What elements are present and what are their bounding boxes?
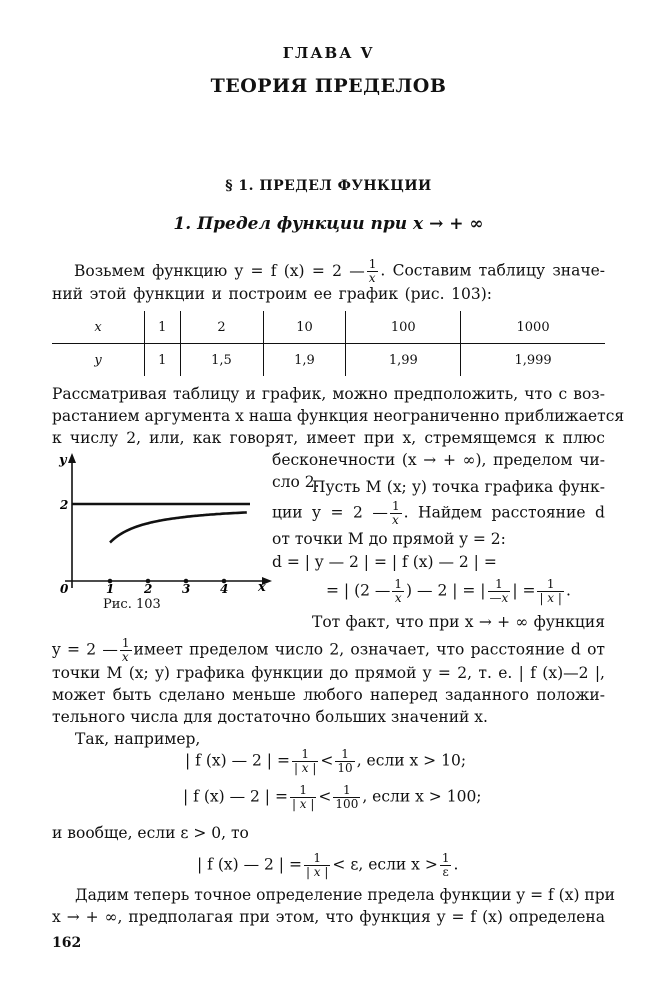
x-tick-label: 4 — [220, 582, 229, 596]
table-cell: 10 — [263, 311, 346, 344]
para1-line-4: бесконечности (x → + ∞), пределом чи- — [272, 451, 605, 469]
example-formula-3: | f (x) — 2 | = $\frac{1}{| x |}$ < ε, если x > $\frac{1}{\varepsilon}$ . — [197, 851, 459, 879]
y-tick-label: 2 — [60, 498, 69, 512]
fraction: $\frac{1}{x}$ — [394, 577, 403, 605]
table-cell: 100 — [346, 311, 461, 344]
para1-line-3: к числу 2, или, как говорят, имеет при x, стремящемся к плюс — [52, 429, 605, 447]
para1-line-2: растанием аргумента x наша функция неограниченно приближается — [52, 407, 625, 425]
page-number: 162 — [52, 935, 82, 951]
table-cell: 1000 — [461, 311, 605, 344]
fraction: $\frac{1}{—x}$ — [489, 577, 509, 605]
subsection-title: 1. Предел функции при x → + ∞ — [173, 214, 484, 234]
chapter-title: ТЕОРИЯ ПРЕДЕЛОВ — [210, 75, 447, 97]
para1-line-1: Рассматривая таблицу и график, можно предположить, что с воз- — [52, 385, 605, 403]
values-table — [52, 311, 605, 376]
example-intro: Так, например, — [75, 730, 201, 748]
table-cell: 1,999 — [461, 344, 605, 377]
section-title: § 1. ПРЕДЕЛ ФУНКЦИИ — [225, 178, 432, 194]
fraction: $\frac{1}{x}$ — [121, 636, 130, 664]
function-curve — [110, 512, 247, 542]
y-axis-label: y — [59, 453, 67, 468]
x-tick-label: 1 — [106, 582, 115, 596]
side-line-5: = | (2 — $\frac{1}{x}$ ) — 2 | = | $\frac{1}{—x}$ | = $\frac{1}{| x |}$ . — [326, 577, 571, 605]
side-line-3: от точки M до прямой y = 2: — [272, 530, 506, 548]
example-formula-1: | f (x) — 2 | = $\frac{1}{| x |}$ < $\frac{1}{10}$ , если x > 10; — [185, 747, 467, 775]
table-cell: 1 — [145, 344, 181, 377]
para2-line-5: тельного числа для достаточно больших значений x. — [52, 708, 488, 726]
table-cell: 1,99 — [346, 344, 461, 377]
table-row-y — [52, 344, 605, 377]
para2-line-1: Тот факт, что при x → + ∞ функция — [312, 613, 605, 631]
fraction: $\frac{1}{\varepsilon}$ — [441, 851, 450, 879]
table-cell: 2 — [180, 311, 263, 344]
x-tick-label: 2 — [144, 582, 153, 596]
intro-line-1: Возьмем функцию y = f (x) = 2 — $\frac{1}{x}$ . Составим таблицу значе- — [74, 257, 606, 285]
side-line-1: Пусть M (x; y) точка графика функ- — [312, 478, 605, 496]
fraction: $\frac{1}{10}$ — [337, 747, 353, 775]
y-axis-arrow — [68, 453, 76, 463]
figure-caption: Рис. 103 — [103, 597, 161, 612]
chapter-label: ГЛАВА V — [282, 44, 375, 62]
fraction: $\frac{1}{| x |}$ — [539, 577, 562, 605]
fraction: $\frac{1}{| x |}$ — [293, 747, 317, 775]
fraction: $\frac{1}{x}$ — [368, 257, 377, 285]
x-tick-label: 3 — [182, 582, 191, 596]
table-cell: 1,9 — [263, 344, 346, 377]
table-cell: 1,5 — [180, 344, 263, 377]
function-graph — [50, 451, 272, 596]
example-formula-2: | f (x) — 2 | = $\frac{1}{| x |}$ < $\frac{1}{100}$ , если x > 100; — [183, 783, 482, 811]
fraction: $\frac{1}{| x |}$ — [305, 851, 329, 879]
fraction: $\frac{1}{x}$ — [391, 499, 400, 527]
para3-line-2: x → + ∞, предполагая при этом, что функция y = f (x) определена — [52, 908, 605, 926]
side-line-4: d = | y — 2 | = | f (x) — 2 | = — [272, 553, 497, 571]
example-general: и вообще, если ε > 0, то — [52, 824, 249, 842]
para2-line-3: точки M (x; y) графика функции до прямой y = 2, т. е. | f (x)—2 |, — [52, 664, 605, 682]
x-axis-label: x — [258, 580, 266, 595]
intro-line-2: ний этой функции и построим ее график (рис. 103): — [52, 285, 492, 303]
table-row-x — [52, 311, 605, 344]
para2-line-2: y = 2 — $\frac{1}{x}$ имеет пределом число 2, означает, что расстояние d от — [52, 636, 605, 664]
fraction: $\frac{1}{| x |}$ — [291, 783, 315, 811]
para1-line-5: сло 2. — [272, 473, 320, 491]
para2-line-4: может быть сделано меньше любого наперед заданного положи- — [52, 686, 605, 704]
origin-label: 0 — [60, 582, 69, 596]
side-line-2: ции y = 2 — $\frac{1}{x}$ . Найдем расстояние d — [272, 499, 605, 527]
para3-line-1: Дадим теперь точное определение предела функции y = f (x) при — [75, 886, 616, 904]
fraction: $\frac{1}{100}$ — [335, 783, 359, 811]
table-cell: y — [94, 352, 102, 368]
table-cell: x — [52, 311, 145, 344]
table-cell: 1 — [145, 311, 181, 344]
